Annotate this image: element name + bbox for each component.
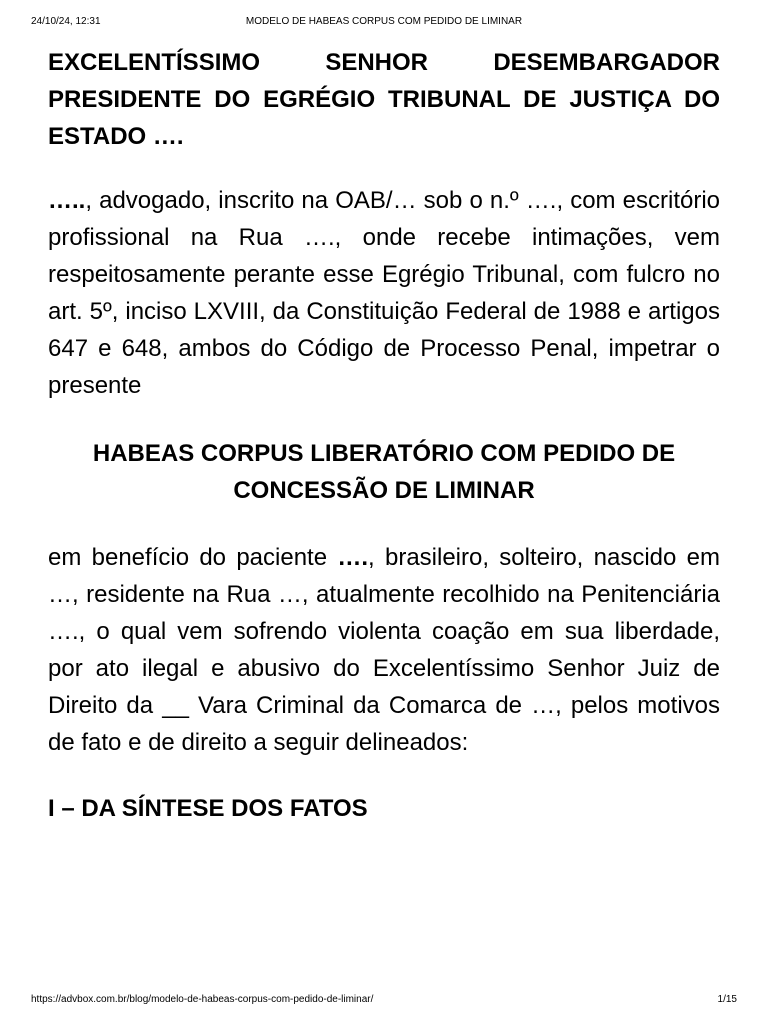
print-header [31, 16, 737, 30]
document-title: HABEAS CORPUS LIBERATÓRIO COM PEDIDO DE CONCESSÃO DE LIMINAR [92, 440, 676, 504]
attorney-name-placeholder: ….. [48, 187, 86, 214]
patient-prefix: em benefício do paciente [48, 544, 338, 571]
print-footer [31, 994, 737, 1008]
patient-paragraph [48, 539, 720, 761]
section-heading: I – DA SÍNTESE DOS FATOS [48, 795, 368, 822]
patient-name-placeholder: …. [337, 544, 369, 571]
page-number: 1/15 [717, 994, 737, 1005]
intro-text: , advogado, inscrito na OAB/… sob o n.º …., com escritório profissional na Rua …., onde recebe intimações, vem respeitosamente perante esse Egrégio Tribunal, com fulcro no art. 5º, inciso LXVIII, da Constituição Federal de 1988 e artigos 647 e 648, ambos do Código de Processo Penal, impetrar o presente [48, 187, 720, 399]
addressee-heading: EXCELENTÍSSIMO SENHOR DESEMBARGADOR PRESIDENTE DO EGRÉGIO TRIBUNAL DE JUSTIÇA DO ESTADO …. [48, 49, 720, 150]
source-url[interactable]: https://advbox.com.br/blog/modelo-de-habeas-corpus-com-pedido-de-liminar/ [31, 994, 374, 1005]
intro-paragraph [48, 182, 720, 404]
document-body [48, 44, 720, 827]
print-page-title: MODELO DE HABEAS CORPUS COM PEDIDO DE LIMINAR [245, 16, 523, 27]
print-date: 24/10/24, 12:31 [31, 16, 101, 27]
patient-text: , brasileiro, solteiro, nascido em …, residente na Rua …, atualmente recolhido na Penitenciária …., o qual vem sofrendo violenta coação em sua liberdade, por ato ilegal e abusivo do Excelentíssimo Senhor Juiz de Direito da __ Vara Criminal da Comarca de …, pelos motivos de fato e de direito a seguir delineados: [48, 544, 720, 756]
